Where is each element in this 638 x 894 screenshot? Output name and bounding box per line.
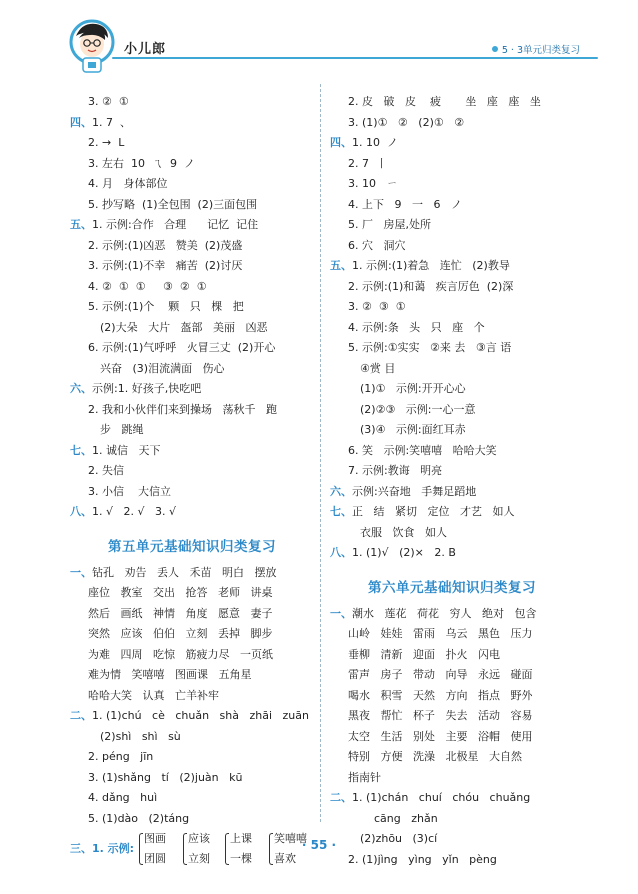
answer-line: 兴奋 (3)泪流满面 伤心 — [100, 361, 225, 375]
answer-line: 山岭 娃娃 雷雨 乌云 黑色 压力 — [348, 627, 533, 640]
section-marker: 一、 — [330, 606, 352, 620]
section-marker: 四、 — [330, 136, 352, 149]
section-answer-line: 五、1. 示例:合作 合理 记忆 记住 — [70, 218, 259, 231]
answer-line: 太空 生活 别处 主要 浴帽 使用 — [348, 729, 533, 743]
page-number: · 55 · — [301, 838, 337, 852]
section-answer-line: 四、1. 7 、 — [70, 115, 131, 129]
section-answer-line: 七、1. 诚信 天下 — [70, 443, 161, 457]
section-answer-line: 六、示例:1. 好孩子,快吃吧 — [70, 382, 202, 395]
answer-line: ④赏 目 — [360, 361, 396, 375]
answer-line: 2. 示例:(1)和蔼 疾言厉色 (2)深 — [348, 279, 514, 293]
answer-line: 雷声 房子 带动 向导 永远 碰面 — [348, 668, 533, 681]
bracket-word: 团圆 — [144, 852, 166, 865]
answer-line: 3. ② ① — [88, 95, 129, 108]
answer-line: 3. ② ③ ① — [348, 300, 406, 313]
answer-line: 2. (1)jìng yìng yǐn pèng — [348, 852, 497, 866]
section-marker: 八、 — [330, 546, 352, 559]
section-marker: 六、 — [330, 484, 352, 498]
answer-line: 5. (1)dào (2)táng — [88, 811, 190, 825]
spacer — [70, 523, 314, 531]
spacer — [330, 564, 574, 572]
answer-line: 3. 示例:(1)不幸 痛苦 (2)讨厌 — [88, 259, 243, 272]
bracket-lead: 三、1. 示例: — [70, 842, 135, 855]
brand-name: 小儿郎 — [124, 42, 167, 57]
answer-line: 喝水 积雪 天然 方向 指点 野外 — [348, 688, 533, 702]
right-column — [330, 92, 574, 870]
left-column — [70, 92, 314, 869]
answer-line: 3. 小信 大信立 — [88, 484, 171, 498]
section-answer-line: 二、1. (1)chán chuí chóu chuǎng — [330, 791, 531, 804]
bracket-word: 图画 — [144, 832, 166, 845]
section-answer-line: 六、示例:兴奋地 手舞足蹈地 — [330, 484, 477, 498]
answer-line: (2)②③ 示例:一心一意 — [360, 402, 476, 416]
section-marker: 二、 — [70, 709, 92, 722]
answer-line: (1)① 示例:开开心心 — [360, 382, 466, 395]
section-answer-line: 四、1. 10 ノ — [330, 136, 398, 149]
section-marker: 四、 — [70, 115, 92, 129]
answer-line: 5. 抄写略 (1)全包围 (2)三面包围 — [88, 197, 258, 211]
section-answer-line: 一、潮水 莲花 荷花 穷人 绝对 包含 — [330, 606, 537, 620]
answer-line: 步 跳绳 — [100, 423, 144, 436]
answer-line: 特别 方便 洗澡 北极星 大自然 — [348, 750, 522, 763]
answer-line: 2. 皮 破 皮 疲 坐 座 座 坐 — [348, 95, 541, 108]
answer-line: 座位 教室 交出 抢答 老师 讲桌 — [88, 586, 273, 599]
answer-line: 2. 失信 — [88, 464, 124, 477]
section-marker: 八、 — [70, 505, 92, 518]
answer-line: 4. 月 身体部位 — [88, 177, 168, 190]
bracket-word: 喜欢 — [274, 852, 296, 865]
page-header — [0, 0, 638, 80]
header-section-label — [492, 42, 580, 56]
answer-line: 衣服 饮食 如人 — [360, 525, 447, 539]
section-marker: 一、 — [70, 565, 92, 579]
bracket-word: 上课 — [230, 832, 252, 845]
answer-line: 4. 示例:条 头 只 座 个 — [348, 320, 485, 334]
answer-line: 2. → L — [88, 136, 125, 149]
answer-line: 4. ② ① ① ③ ② ① — [88, 279, 207, 293]
section-marker: 六、 — [70, 382, 92, 395]
answer-line: 3. (1)① ② (2)① ② — [348, 115, 465, 129]
answer-line: (2)zhōu (3)cí — [360, 832, 438, 845]
answer-line: 6. 笑 示例:笑嘻嘻 哈哈大笑 — [348, 443, 497, 457]
answer-line: 5. 厂 房屋,处所 — [348, 218, 431, 231]
answer-line: 2. péng jīn — [88, 750, 154, 763]
answer-line: 6. 示例:(1)气呼呼 火冒三丈 (2)开心 — [88, 341, 276, 354]
answer-line: 2. 示例:(1)凶恶 赞美 (2)茂盛 — [88, 238, 243, 252]
answer-line: 哈哈大笑 认真 亡羊补牢 — [88, 688, 219, 702]
column-divider — [320, 84, 321, 822]
section-answer-line: 七、正 结 紧切 定位 才艺 如人 — [330, 505, 515, 518]
answer-line: 5. 示例:①实实 ②来 去 ③言 语 — [348, 341, 512, 354]
section-answer-line: 五、1. 示例:(1)着急 连忙 (2)教导 — [330, 259, 510, 272]
section-marker: 七、 — [330, 505, 352, 518]
answer-line: 3. (1)shǎng tí (2)juàn kū — [88, 770, 243, 784]
answer-line: 指南针 — [348, 770, 381, 784]
section-answer-line: 一、钻孔 劝告 丢人 禾苗 明白 摆放 — [70, 565, 277, 579]
boy-mascot-icon — [68, 18, 116, 78]
answer-line: (2)shì shì sù — [100, 729, 181, 743]
bracket-word: 应该 — [188, 832, 210, 845]
answer-line: 2. 我和小伙伴们来到操场 荡秋千 跑 — [88, 402, 277, 416]
unit-title: 第六单元基础知识归类复习 — [368, 579, 536, 596]
section-marker: 五、 — [330, 259, 352, 272]
section-answer-line: 八、1. (1)√ (2)× 2. B — [330, 546, 456, 559]
header-rule — [112, 57, 598, 59]
answer-line: 4. 上下 9 一 6 ノ — [348, 197, 462, 211]
section-label-text: 5 · 3单元归类复习 — [501, 45, 580, 56]
section-marker: 七、 — [70, 443, 92, 457]
bracket-word: 笑嘻嘻 — [274, 832, 307, 845]
answer-line: 6. 穴 洞穴 — [348, 238, 406, 252]
answer-line: 5. 示例:(1)个 颗 只 棵 把 — [88, 300, 244, 313]
answer-line: (3)④ 示例:面红耳赤 — [360, 423, 466, 436]
answer-line: 2. 7 丨 — [348, 156, 387, 170]
bullet-dot-icon — [492, 46, 498, 52]
answer-line: (2)大朵 大片 盔部 美丽 凶恶 — [100, 320, 268, 334]
unit-title: 第五单元基础知识归类复习 — [108, 538, 276, 555]
bracket-word: 立刻 — [188, 852, 210, 865]
section-marker: 二、 — [330, 791, 352, 804]
answer-line: cāng zhǎn — [374, 811, 438, 825]
answer-line: 为难 四周 吃惊 筋疲力尽 一页纸 — [88, 647, 273, 661]
answer-line: 3. 10 ㄧ — [348, 177, 398, 190]
answer-line: 黑夜 帮忙 杯子 失去 活动 容易 — [348, 709, 533, 722]
answer-line: 然后 画纸 神情 角度 愿意 妻子 — [88, 606, 273, 620]
answer-line: 3. 左右 10 ㄟ 9 ノ — [88, 156, 195, 170]
answer-line: 难为情 笑嘻嘻 图画课 五角星 — [88, 668, 252, 681]
answer-line: 7. 示例:教诲 明亮 — [348, 464, 443, 477]
section-marker: 五、 — [70, 218, 92, 231]
section-answer-line: 二、1. (1)chú cè chuǎn shà zhāi zuān — [70, 709, 309, 722]
section-answer-line: 八、1. √ 2. √ 3. √ — [70, 505, 176, 518]
answer-line: 4. dǎng huì — [88, 791, 158, 804]
bracket-word: 一棵 — [230, 852, 252, 865]
answer-line: 垂柳 清新 迎面 扑火 闪电 — [348, 647, 500, 661]
answer-line: 突然 应该 伯伯 立刻 丢掉 脚步 — [88, 627, 273, 640]
